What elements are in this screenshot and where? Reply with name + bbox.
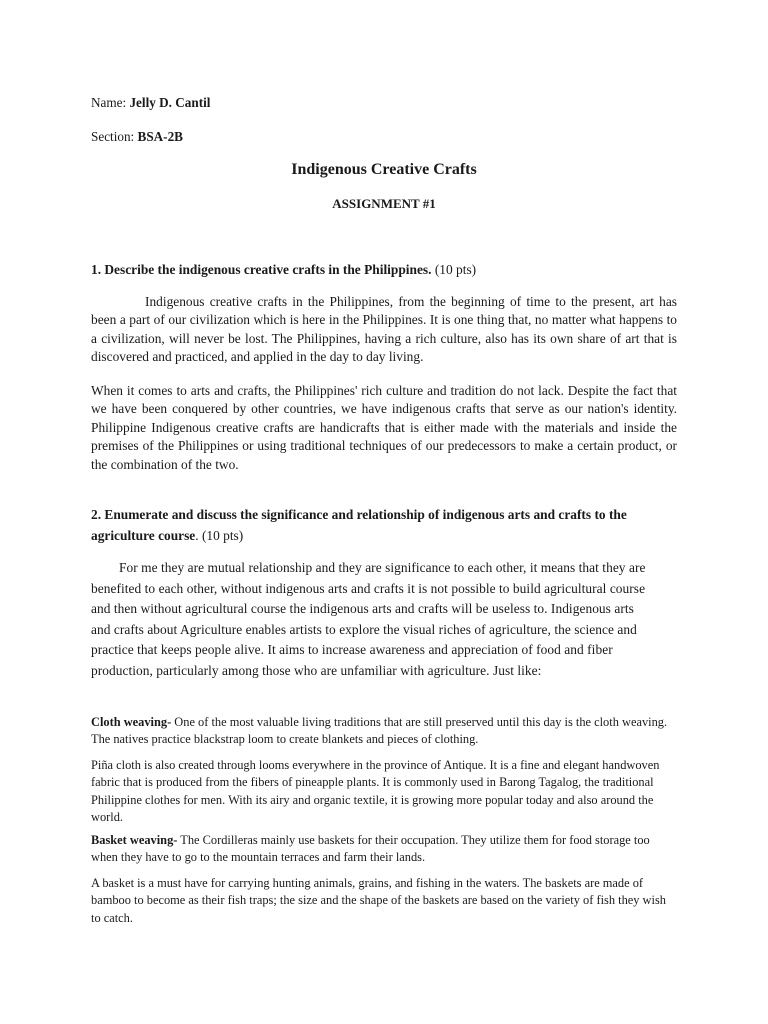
question-2-points: . (10 pts) bbox=[195, 528, 244, 543]
answer-1-paragraph-2: When it comes to arts and crafts, the Philippines' rich culture and tradition do not lack. Despite the fact that we have been conquered by other countries, we have indigenous crafts that serve as our nation's identity. Philippine Indigenous creative crafts are handicrafts that is either made with the materials and inside the premises of the Philippines or using traditional techniques of our predecessors to make a certain product, or the combination of the two. bbox=[91, 383, 677, 472]
pina-cloth-paragraph: Piña cloth is also created through looms everywhere in the province of Antique. It is a fine and elegant handwoven fabric that is produced from the fibers of pineapple plants. It is commonly used in Barong Tagalog, the traditional Philippine clothes for men. With its airy and organic textile, it is growing more popular today and also around the world. bbox=[91, 758, 660, 825]
section-line bbox=[91, 128, 183, 146]
assignment-label: ASSIGNMENT #1 bbox=[332, 196, 436, 211]
name-line bbox=[91, 94, 210, 112]
section-label: Section: bbox=[91, 129, 135, 144]
cloth-weaving-paragraph bbox=[91, 714, 677, 749]
answer-2-paragraph-1-text: For me they are mutual relationship and they are significance to each other, it means that they are benefited to each other, without indigenous arts and crafts it is not possible to build agricultural course and then without agricultural course the indigenous arts and crafts will be useless to. Indigenous arts and crafts about Agriculture enables artists to explore the visual riches of agriculture, the science and practice that keeps people alive. It aims to increase awareness and appreciation of food and fiber production, particularly among those who are unfamiliar with agriculture. Just like: bbox=[91, 560, 646, 678]
answer-2-paragraph-1 bbox=[91, 558, 651, 681]
name-label: Name: bbox=[91, 95, 127, 110]
basket-details-paragraph: A basket is a must have for carrying hunting animals, grains, and fishing in the waters. The baskets are made of bamboo to become as their fish traps; the size and the shape of the baskets are based on the variety of fish they wish to catch. bbox=[91, 876, 666, 925]
question-1-heading bbox=[91, 260, 677, 280]
answer-1-paragraph-1 bbox=[91, 293, 677, 367]
basket-weaving-text: The Cordilleras mainly use baskets for their occupation. They utilize them for food storage too when they have to go to the mountain terraces and farm their lands. bbox=[91, 833, 650, 865]
section-value: BSA-2B bbox=[137, 129, 183, 144]
question-1-points: (10 pts) bbox=[434, 262, 477, 277]
question-2-heading bbox=[91, 504, 677, 546]
document-page bbox=[91, 0, 677, 1024]
basket-weaving-term: Basket weaving- bbox=[91, 833, 178, 847]
question-2-text: 2. Enumerate and discuss the significance and relationship of indigenous arts and crafts to the agriculture course bbox=[91, 507, 627, 543]
basket-weaving-paragraph bbox=[91, 832, 677, 867]
question-1-text: 1. Describe the indigenous creative crafts in the Philippines. bbox=[91, 262, 432, 277]
cloth-weaving-term: Cloth weaving- bbox=[91, 715, 172, 729]
answer-1-paragraph-1-text: Indigenous creative crafts in the Philippines, from the beginning of time to the present, art has been a part of our civilization which is here in the Philippines. It is one thing that, no matter what happens to a civilization, will never be lost. The Philippines, having a rich culture, also has its own share of art that is discovered and practiced, and applied in the day to day living. bbox=[91, 294, 677, 365]
document-title: Indigenous Creative Crafts bbox=[291, 161, 477, 178]
student-name: Jelly D. Cantil bbox=[129, 95, 211, 110]
cloth-weaving-text: One of the most valuable living traditions that are still preserved until this day is the cloth weaving. The natives practice blackstrap loom to create blankets and pieces of clothing. bbox=[91, 715, 668, 747]
